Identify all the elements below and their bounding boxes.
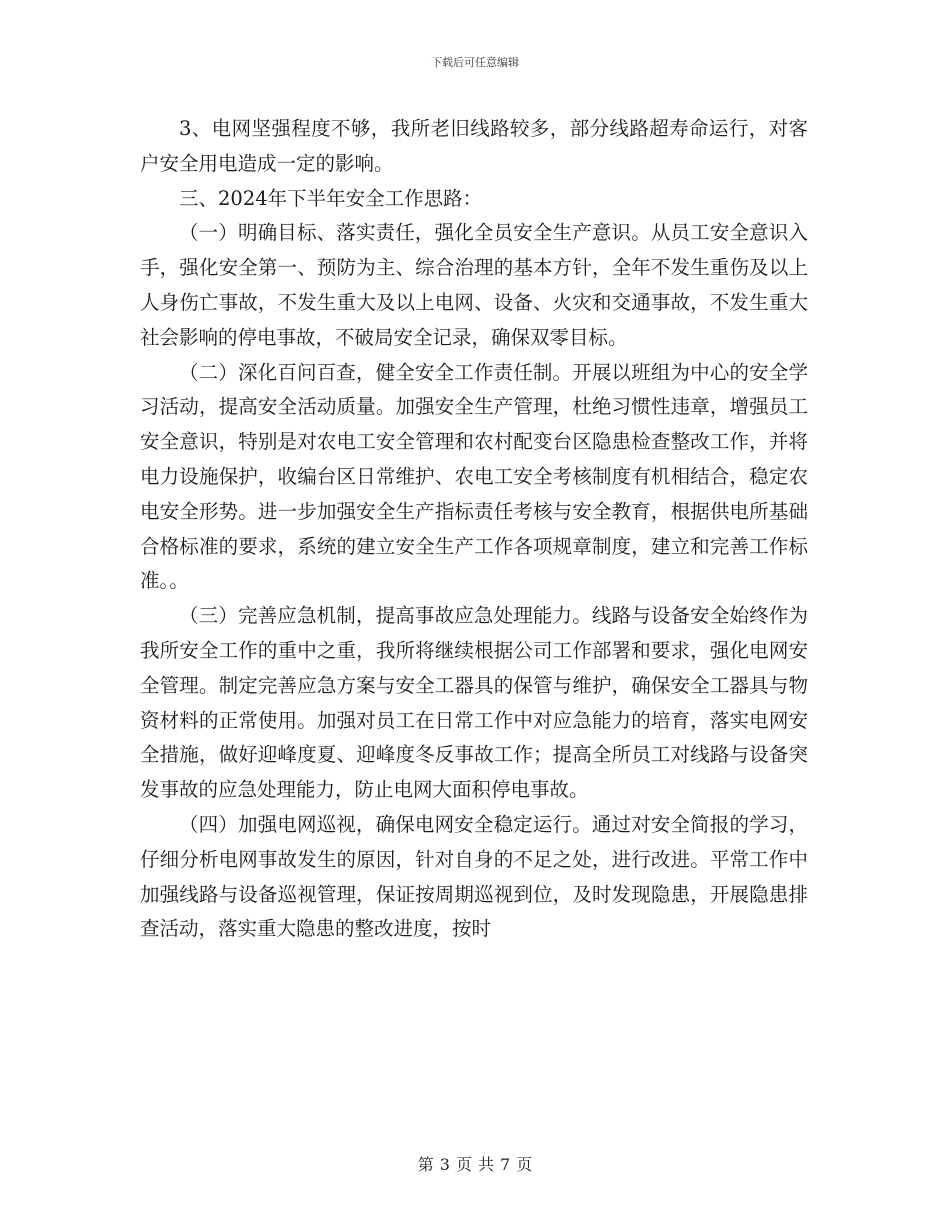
document-body <box>140 112 808 947</box>
footer-suffix: 页 <box>516 1155 533 1174</box>
section-heading-3: 三、2024年下半年安全工作思路： <box>179 186 483 210</box>
paragraph-section-4: （四）加强电网巡视，确保电网安全稳定运行。通过对安全简报的学习，仔细分析电网事故发生的原因，针对自身的不足之处，进行改进。平常工作中加强线路与设备巡视管理，保证按周期巡视到位，及时发现隐患，开展隐患排查活动，落实重大隐患的整改进度，按时 <box>140 812 808 941</box>
footer-prefix: 第 <box>417 1155 434 1174</box>
footer-total-word: 共 <box>478 1155 495 1174</box>
paragraph-section-1: （一）明确目标、落实责任，强化全员安全生产意识。从员工安全意识入手，强化安全第一、预防为主、综合治理的基本方针，全年不发生重伤及以上人身伤亡事故，不发生重大及以上电网、设备、火灾和交通事故，不发生重大社会影响的停电事故，不破局安全记录，确保双零目标。 <box>140 221 808 349</box>
footer-page-word: 页 <box>455 1155 472 1174</box>
page-footer <box>0 1152 950 1175</box>
paragraph-section-2: （二）深化百问百查，健全安全工作责任制。开展以班组为中心的安全学习活动，提高安全活动质量。加强安全生产管理，杜绝习惯性违章，增强员工安全意识，特别是对农电工安全管理和农村配变台区隐患检查整改工作，并将电力设施保护，收编台区日常维护、农电工安全考核制度有机相结合，稳定农电安全形势。进一步加强安全生产指标责任考核与安全教育，根据供电所基础合格标准的要求，系统的建立安全生产工作各项规章制度，建立和完善工作标准。。 <box>140 360 808 593</box>
total-page-count: 7 <box>500 1155 511 1174</box>
page-header: 下载后可任意编辑 <box>431 56 519 69</box>
paragraph-section-3: （三）完善应急机制，提高事故应急处理能力。线路与设备安全始终作为我所安全工作的重中之重，我所将继续根据公司工作部署和要求，强化电网安全管理。制定完善应急方案与安全工器具的保管与维护，确保安全工器具与物资材料的正常使用。加强对员工在日常工作中对应急能力的培育，落实电网安全措施，做好迎峰度夏、迎峰度冬反事故工作；提高全所员工对线路与设备突发事故的应急处理能力，防止电网大面积停电事故。 <box>140 604 808 802</box>
paragraph-item-3: 3、电网坚强程度不够，我所老旧线路较多，部分线路超寿命运行，对客户安全用电造成一定的影响。 <box>140 117 808 175</box>
current-page-number: 3 <box>439 1155 450 1174</box>
